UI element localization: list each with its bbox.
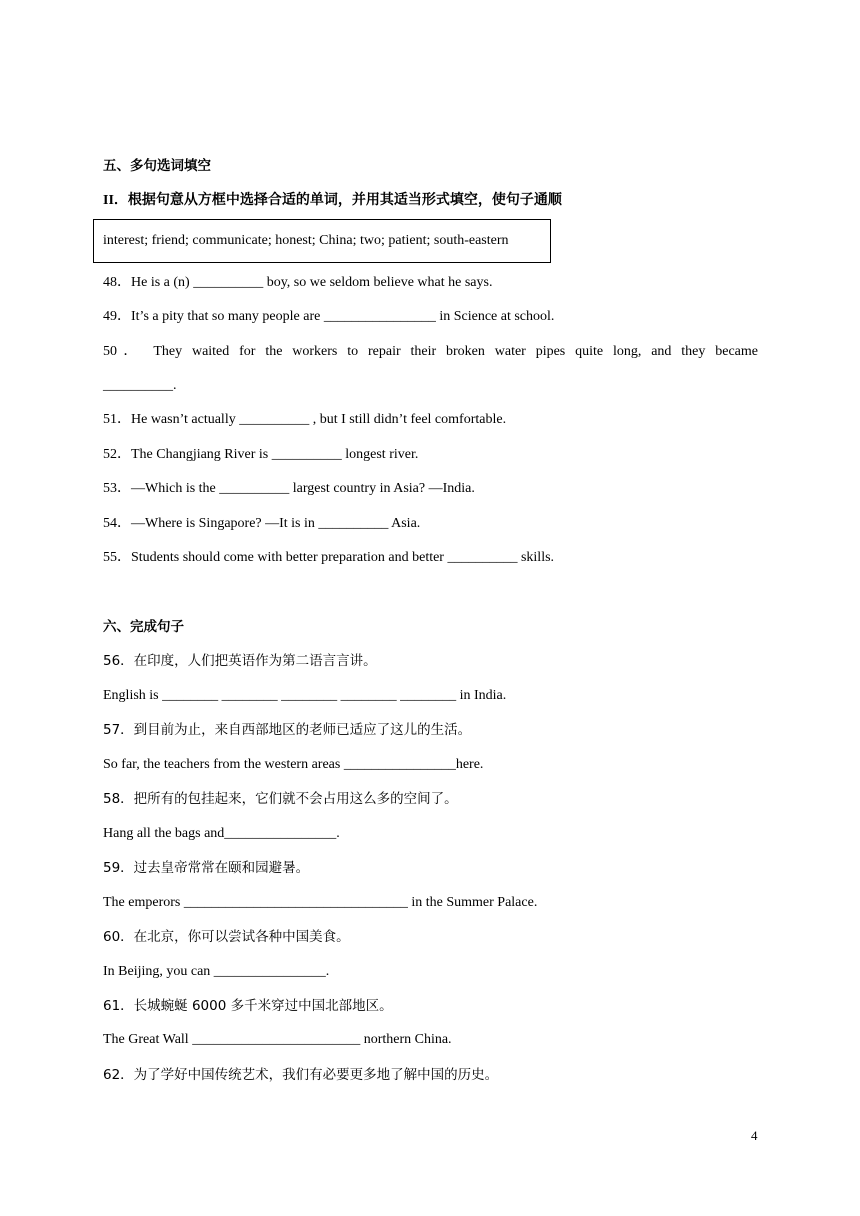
section-5-title: 五、多句选词填空 xyxy=(103,158,211,174)
question-60-chinese: 60．在北京，你可以尝试各种中国美食。 xyxy=(103,929,350,945)
question-59-chinese: 59．过去皇帝常常在颐和园避暑。 xyxy=(103,860,310,876)
question-57-chinese: 57．到目前为止，来自西部地区的老师已适应了这儿的生活。 xyxy=(103,722,472,738)
question-56-chinese: 56．在印度，人们把英语作为第二语言言讲。 xyxy=(103,653,377,669)
question-61-chinese: 61．长城蜿蜒 6000 多千米穿过中国北部地区。 xyxy=(103,998,393,1014)
question-51: 51．He wasn’t actually __________ , but I still didn’t feel comfortable. xyxy=(103,412,507,427)
question-57-english: So far, the teachers from the western areas ________________here. xyxy=(103,757,484,772)
question-52: 52．The Changjiang River is __________ longest river. xyxy=(103,447,419,462)
word-box-text: interest; friend; communicate; honest; China; two; patient; south-eastern xyxy=(103,233,509,248)
section-5-instruction: II．根据句意从方框中选择合适的单词，并用其适当形式填空，使句子通顺 xyxy=(103,193,562,208)
question-49: 49．It’s a pity that so many people are ________________ in Science at school. xyxy=(103,309,555,324)
question-56-english: English is ________ ________ ________ ________ ________ in India. xyxy=(103,688,507,703)
question-55: 55．Students should come with better preparation and better __________ skills. xyxy=(103,550,555,565)
section-6-title: 六、完成句子 xyxy=(103,619,184,635)
question-53: 53．—Which is the __________ largest country in Asia? —India. xyxy=(103,481,475,496)
question-58-chinese: 58．把所有的包挂起来，它们就不会占用这么多的空间了。 xyxy=(103,791,458,807)
page-number: 4 xyxy=(751,1128,758,1143)
word-box xyxy=(93,219,551,263)
question-62-chinese: 62．为了学好中国传统艺术，我们有必要更多地了解中国的历史。 xyxy=(103,1067,499,1083)
question-50-line2: __________. xyxy=(103,378,177,393)
question-54: 54．—Where is Singapore? —It is in __________ Asia. xyxy=(103,516,421,531)
question-61-english: The Great Wall ________________________ northern China. xyxy=(103,1032,452,1047)
question-58-english: Hang all the bags and________________. xyxy=(103,826,340,841)
question-50-line1: 50． They waited for the workers to repair their broken water pipes quite long, and they became xyxy=(103,344,758,359)
question-48: 48．He is a (n) __________ boy, so we seldom believe what he says. xyxy=(103,275,493,290)
question-60-english: In Beijing, you can ________________. xyxy=(103,964,330,979)
question-59-english: The emperors ________________________________ in the Summer Palace. xyxy=(103,895,538,910)
